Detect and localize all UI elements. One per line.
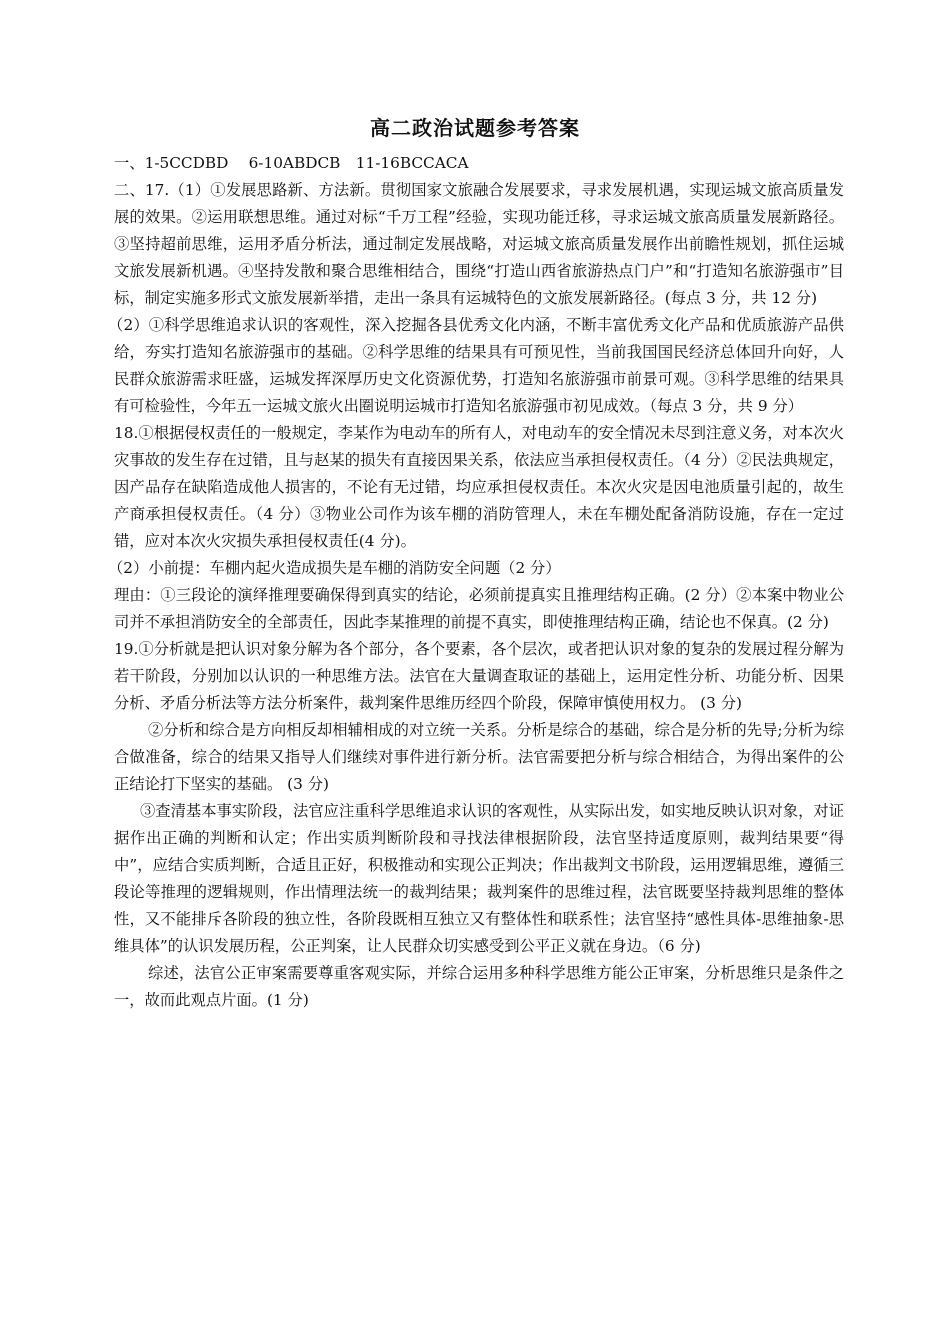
answer-19-point3: ③查清基本事实阶段，法官应注重科学思维追求认识的客观性，从实际出发，如实地反映认识对象，对证据作出正确的判断和认定；作出实质判断阶段和寻找法律根据阶段，法官坚持适度原则，裁判结果要“得中”，应结合实质判断，合适且正好，积极推动和实现公正判决；作出裁判文书阶段，运用逻辑思维，遵循三段论等推理的逻辑规则，作出情理法统一的裁判结果；裁判案件的思维过程，法官既要坚持裁判思维的整体性，又不能排斥各阶段的独立性，各阶段既相互独立又有整体性和联系性；法官坚持“感性具体-思维抽象-思维具体”的认识发展历程，公正判案，让人民群众切实感受到公平正义就在身边。（6 分) [114,802,844,955]
answer-body [108,150,844,1014]
answer-19-point1: 19.①分析就是把认识对象分解为各个部分，各个要素，各个层次，或者把认识对象的复杂的发展过程分解为若干阶段，分别加以认识的一种思维方法。法官在大量调查取证的基础上，运用定性分析、功能分析、因果分析、矛盾分析法等方法分析案件，裁判案件思维历经四个阶段，保障审慎使用权力。 (3 分) [114,640,844,712]
answer-17-part1: 二、17.（1）①发展思路新、方法新。贯彻国家文旅融合发展要求，寻求发展机遇，实现运城文旅高质量发展的效果。②运用联想思维。通过对标“千万工程”经验，实现功能迁移，寻求运城文旅高质量发展新路径。③坚持超前思维，运用矛盾分析法，通过制定发展战略，对运城文旅高质量发展作出前瞻性规划，抓住运城文旅发展新机遇。④坚持发散和聚合思维相结合，围绕“打造山西省旅游热点门户”和“打造知名旅游强市”目标，制定实施多形式文旅发展新举措，走出一条具有运城特色的文旅发展新路径。(每点 3 分，共 12 分) [114,181,844,307]
answer-18-part1: 18.①根据侵权责任的一般规定，李某作为电动车的所有人，对电动车的安全情况未尽到注意义务，对本次火灾事故的发生存在过错，且与赵某的损失有直接因果关系，依法应当承担侵权责任。（4 分）②民法典规定，因产品存在缺陷造成他人损害的，不论有无过错，均应承担侵权责任。本次火灾是因电池质量引起的，故生产商承担侵权责任。（4 分）③物业公司作为该车棚的消防管理人，未在车棚处配备消防设施，存在一定过错，应对本次火灾损失承担侵权责任(4 分)。 [114,424,844,550]
answer-19-summary: 综述，法官公正审案需要尊重客观实际，并综合运用多种科学思维方能公正审案，分析思维只是条件之一，故而此观点片面。(1 分) [114,964,844,1009]
answer-choice-keys: 一、1-5CCDBD 6-10ABDCB 11-16BCCACA [114,154,469,172]
answer-18-reason: 理由：①三段论的演绎推理要确保得到真实的结论，必须前提真实且推理结构正确。(2 分）②本案中物业公司并不承担消防安全的全部责任，因此李某推理的前提不真实，即使推理结构正确，结论也不保真。(2 分) [114,586,844,631]
answer-17-part2: （2）①科学思维追求认识的客观性，深入挖掘各县优秀文化内涵，不断丰富优秀文化产品和优质旅游产品供给，夯实打造知名旅游强市的基础。②科学思维的结果具有可预见性，当前我国国民经济总体回升向好，人民群众旅游需求旺盛，运城发挥深厚历史文化资源优势，打造知名旅游强市前景可观。③科学思维的结果具有可检验性，今年五一运城文旅火出圈说明运城市打造知名旅游强市初见成效。（每点 3 分，共 9 分） [108,316,844,415]
answer-18-part2: （2）小前提：车棚内起火造成损失是车棚的消防安全问题（2 分） [108,559,561,577]
answer-19-point2: ②分析和综合是方向相反却相辅相成的对立统一关系。分析是综合的基础，综合是分析的先导;分析为综合做准备，综合的结果又指导人们继续对事件进行新分析。法官需要把分析与综合相结合，为得出案件的公正结论打下坚实的基础。 (3 分) [114,721,844,793]
page-title: 高二政治试题参考答案 [370,116,580,140]
